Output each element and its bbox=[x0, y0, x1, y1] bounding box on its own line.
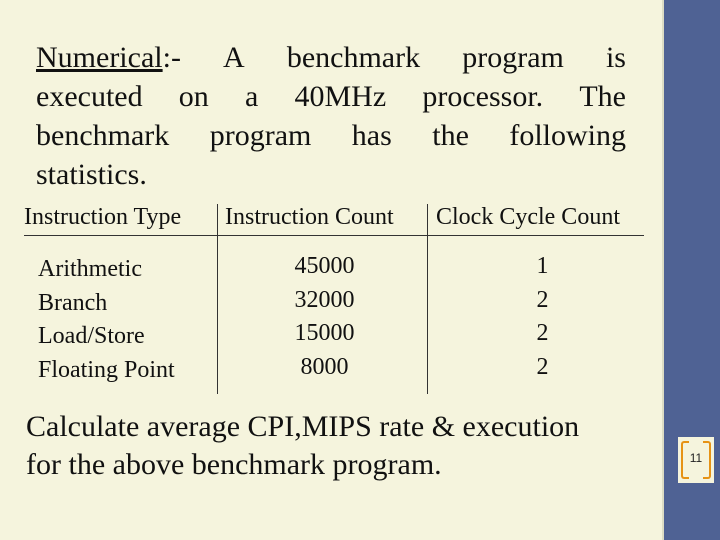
column-divider-2 bbox=[427, 204, 428, 394]
word: executed bbox=[36, 80, 143, 113]
statement-line-1 bbox=[36, 38, 626, 77]
header-underline bbox=[24, 235, 644, 236]
word: benchmark bbox=[286, 41, 421, 74]
numerical-heading bbox=[36, 38, 181, 77]
count-cell: 45000 bbox=[294, 253, 355, 279]
problem-statement bbox=[36, 38, 626, 194]
word: the bbox=[432, 119, 469, 152]
cycle-cell: 2 bbox=[536, 320, 549, 346]
cycle-cell: 2 bbox=[536, 353, 549, 380]
instruction-type-column bbox=[38, 253, 175, 387]
word: A bbox=[223, 41, 245, 74]
word: has bbox=[351, 119, 392, 152]
type-cell: Branch bbox=[38, 289, 108, 316]
header-clock-cycle-count: Clock Cycle Count bbox=[436, 204, 620, 230]
type-cell: Arithmetic bbox=[38, 256, 142, 282]
word: processor. bbox=[422, 80, 544, 113]
type-cell: Load/Store bbox=[38, 323, 145, 349]
word: on bbox=[178, 80, 209, 113]
count-cell: 15000 bbox=[294, 320, 355, 346]
count-cell: 32000 bbox=[294, 286, 355, 313]
statement-line-3 bbox=[36, 116, 626, 155]
word: is bbox=[605, 41, 626, 74]
statement-line-2 bbox=[36, 77, 626, 116]
word: 40MHz bbox=[294, 80, 387, 113]
question-text bbox=[26, 408, 636, 484]
word: program bbox=[209, 119, 312, 152]
word: statistics. bbox=[36, 158, 147, 191]
page-number: 11 bbox=[689, 451, 703, 465]
question-line-2: for the above benchmark program. bbox=[26, 448, 442, 481]
word: a bbox=[244, 80, 259, 113]
statement-line-4 bbox=[36, 155, 626, 194]
cycle-cell: 2 bbox=[536, 286, 549, 313]
word: benchmark bbox=[36, 119, 170, 152]
count-cell: 8000 bbox=[300, 353, 349, 380]
page-number-badge bbox=[678, 437, 714, 483]
numerical-label: Numerical bbox=[36, 41, 163, 74]
question-line-1: Calculate average CPI,MIPS rate & execution bbox=[26, 410, 580, 443]
header-instruction-type: Instruction Type bbox=[24, 204, 182, 230]
numerical-suffix: :- bbox=[162, 41, 181, 74]
word: program bbox=[462, 41, 564, 74]
type-cell: Floating Point bbox=[38, 356, 175, 383]
header-instruction-count: Instruction Count bbox=[225, 204, 394, 230]
instruction-count-column bbox=[282, 250, 367, 384]
word: The bbox=[579, 80, 626, 113]
word: following bbox=[509, 119, 626, 152]
column-divider-1 bbox=[217, 204, 218, 394]
clock-cycle-column bbox=[525, 250, 560, 384]
cycle-cell: 1 bbox=[536, 253, 549, 279]
